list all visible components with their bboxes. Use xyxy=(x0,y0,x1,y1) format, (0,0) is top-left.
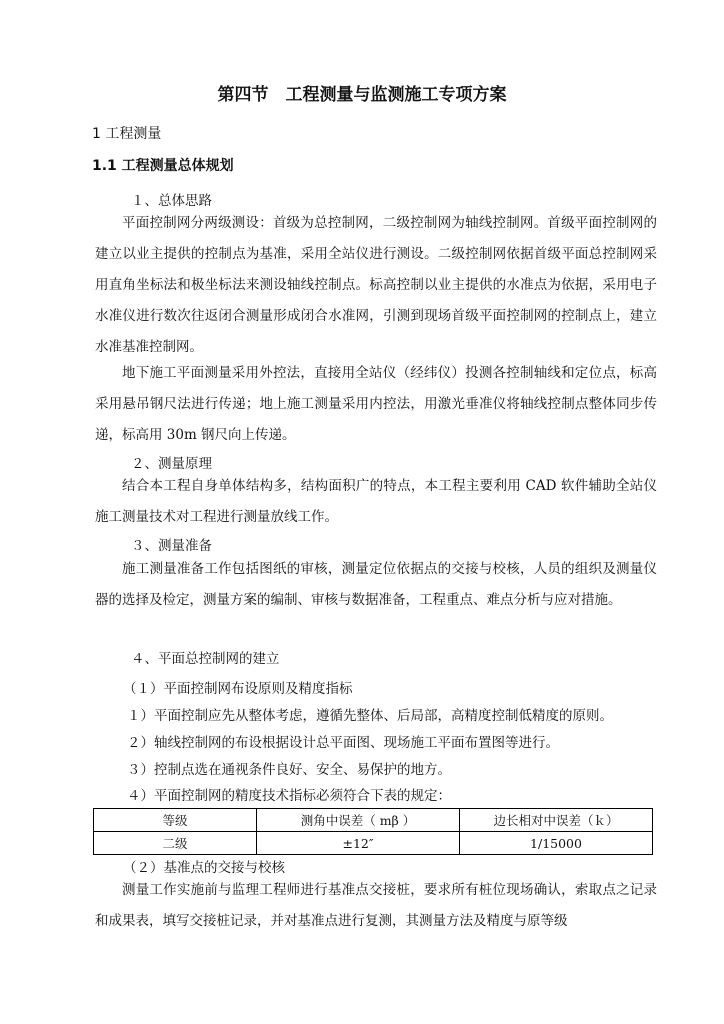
list-item-principle-4: ４）平面控制网的精度技术指标必须符合下表的规定： xyxy=(127,788,451,804)
section-heading-1-1: 1.1 工程测量总体规划 xyxy=(92,158,234,174)
paragraph-principle: 结合本工程自身单体结构多，结构面积广的特点，本工程主要利用 CAD 软件辅助全站仪施工测量技术对工程进行测量放线工作。 xyxy=(95,478,657,525)
subheading-overall-idea: １、总体思路 xyxy=(131,193,212,209)
list-item-principle-1: １）平面控制应先从整体考虑，遵循先整体、后局部，高精度控制低精度的原则。 xyxy=(127,708,613,724)
table-header-cell: 测角中误差（ mβ ） xyxy=(257,809,460,832)
subheading-total-control-network: ４、平面总控制网的建立 xyxy=(131,651,280,667)
table-row xyxy=(94,832,653,855)
page-title: 第四节 工程测量与监测施工专项方案 xyxy=(217,85,507,105)
subheading-benchmark-handover: （２）基准点的交接与校核 xyxy=(123,860,285,876)
subheading-preparation: ３、测量准备 xyxy=(131,538,212,554)
subheading-principle: ２、测量原理 xyxy=(131,456,212,472)
precision-table xyxy=(93,808,653,855)
table-header-row xyxy=(94,809,653,832)
paragraph-control-network: 平面控制网分两级测设：首级为总控制网，二级控制网为轴线控制网。首级平面控制网的建立以业主提供的控制点为基准，采用全站仪进行测设。二级控制网依据首级平面总控制网采用直角坐标法和极坐标法来测设轴线控制点。标高控制以业主提供的水准点为依据，采用电子水准仪进行数次往返闭合测量形成闭合水准网，引测到现场首级平面控制网的控制点上，建立水准基准控制网。 xyxy=(95,215,657,355)
section-heading-1: 1 工程测量 xyxy=(92,126,162,142)
table-header-cell: 等级 xyxy=(94,809,257,832)
table-cell: 二级 xyxy=(94,832,257,855)
list-item-principle-2: ２）轴线控制网的布设根据设计总平面图、现场施工平面布置图等进行。 xyxy=(127,735,559,751)
table-header-cell: 边长相对中误差（ｋ） xyxy=(460,809,653,832)
table-cell: 1/15000 xyxy=(460,832,653,855)
subheading-layout-principles: （１）平面控制网布设原则及精度指标 xyxy=(123,681,353,697)
paragraph-benchmark-handover: 测量工作实施前与监理工程师进行基准点交接桩，要求所有桩位现场确认，索取点之记录和成果表，填写交接桩记录，并对基准点进行复测，其测量方法及精度与原等级 xyxy=(95,882,657,929)
paragraph-measurement-methods: 地下施工平面测量采用外控法，直接用全站仪（经纬仪）投测各控制轴线和定位点，标高采用悬吊钢尺法进行传递；地上施工测量采用内控法，用激光垂准仪将轴线控制点整体同步传递，标高用 30m 钢尺向上传递。 xyxy=(95,365,657,443)
paragraph-preparation: 施工测量准备工作包括图纸的审核，测量定位依据点的交接与校核，人员的组织及测量仪器的选择及检定，测量方案的编制、审核与数据准备，工程重点、难点分析与应对措施。 xyxy=(95,561,657,608)
list-item-principle-3: ３）控制点选在通视条件良好、安全、易保护的地方。 xyxy=(127,762,451,778)
table-cell: ±12″ xyxy=(257,832,460,855)
